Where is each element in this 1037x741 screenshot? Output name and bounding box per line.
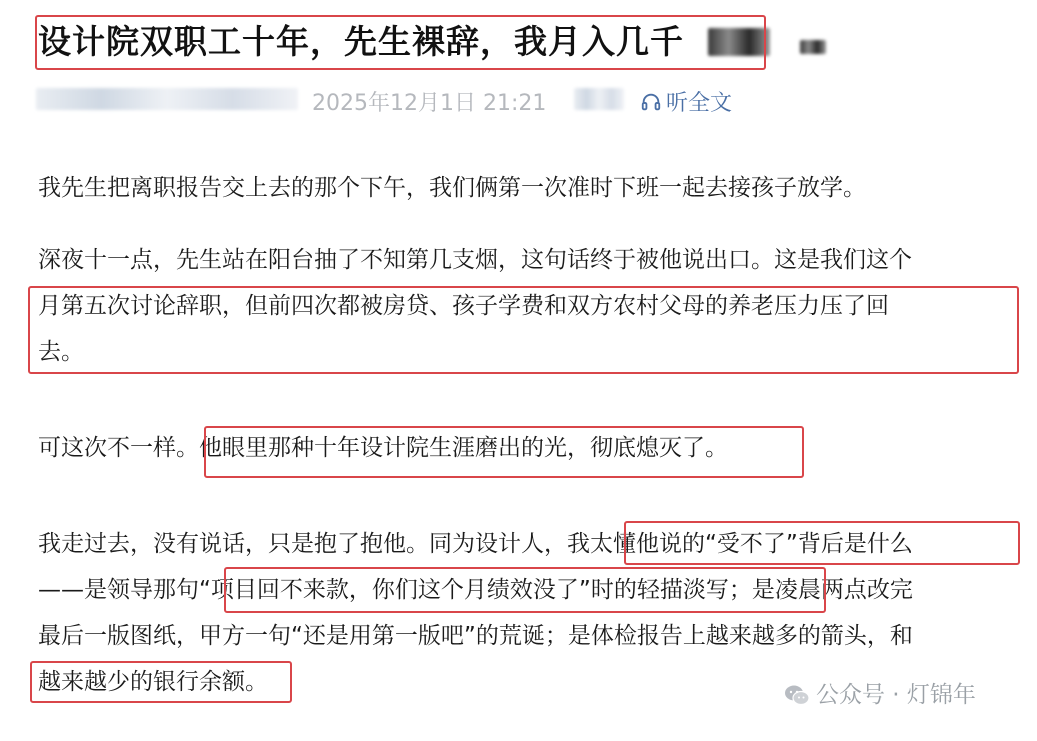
- paragraph-2-line-3: 去。: [38, 339, 84, 365]
- highlight-box-p4b: [224, 567, 826, 613]
- paragraph-3: 可这次不一样。他眼里那种十年设计院生涯磨出的光，彻底熄灭了。: [38, 435, 728, 461]
- location-blur: [574, 88, 624, 110]
- title-blur-tail: [800, 40, 826, 54]
- highlight-box-p4a: [624, 521, 1020, 565]
- highlight-box-p4c: [30, 661, 292, 703]
- paragraph-4-line-3: 最后一版图纸，甲方一句“还是用第一版吧”的荒诞；是体检报告上越来越多的箭头，和: [38, 623, 913, 649]
- highlight-box-p2: [28, 286, 1019, 374]
- watermark-text: 公众号 · 灯锦年: [816, 682, 976, 708]
- highlight-box-p3: [204, 426, 804, 478]
- publish-date: 2025年12月1日 21:21: [312, 91, 547, 116]
- wechat-icon: [784, 684, 810, 706]
- watermark: [784, 676, 976, 709]
- paragraph-4-line-2: ——是领导那句“项目回不来款，你们这个月绩效没了”时的轻描淡写；是凌晨两点改完: [38, 577, 913, 603]
- article-title: 设计院双职工十年，先生裸辞，我月入几千: [38, 22, 684, 61]
- paragraph-2-line-1: 深夜十一点，先生站在阳台抽了不知第几支烟，这句话终于被他说出口。这是我们这个: [38, 247, 912, 273]
- paragraph-1: 我先生把离职报告交上去的那个下午，我们俩第一次准时下班一起去接孩子放学。: [38, 175, 866, 201]
- paragraph-4-line-1: 我走过去，没有说话，只是抱了抱他。同为设计人，我太懂他说的“受不了”背后是什么: [38, 531, 913, 557]
- listen-label: 听全文: [666, 91, 733, 116]
- author-blur: [36, 88, 298, 110]
- paragraph-4-line-4: 越来越少的银行余额。: [38, 669, 268, 695]
- headphones-icon: [640, 91, 662, 113]
- title-highlight-box: [35, 15, 766, 70]
- paragraph-2-line-2: 月第五次讨论辞职，但前四次都被房贷、孩子学费和双方农村父母的养老压力压了回: [38, 293, 889, 319]
- listen-button[interactable]: [640, 86, 732, 117]
